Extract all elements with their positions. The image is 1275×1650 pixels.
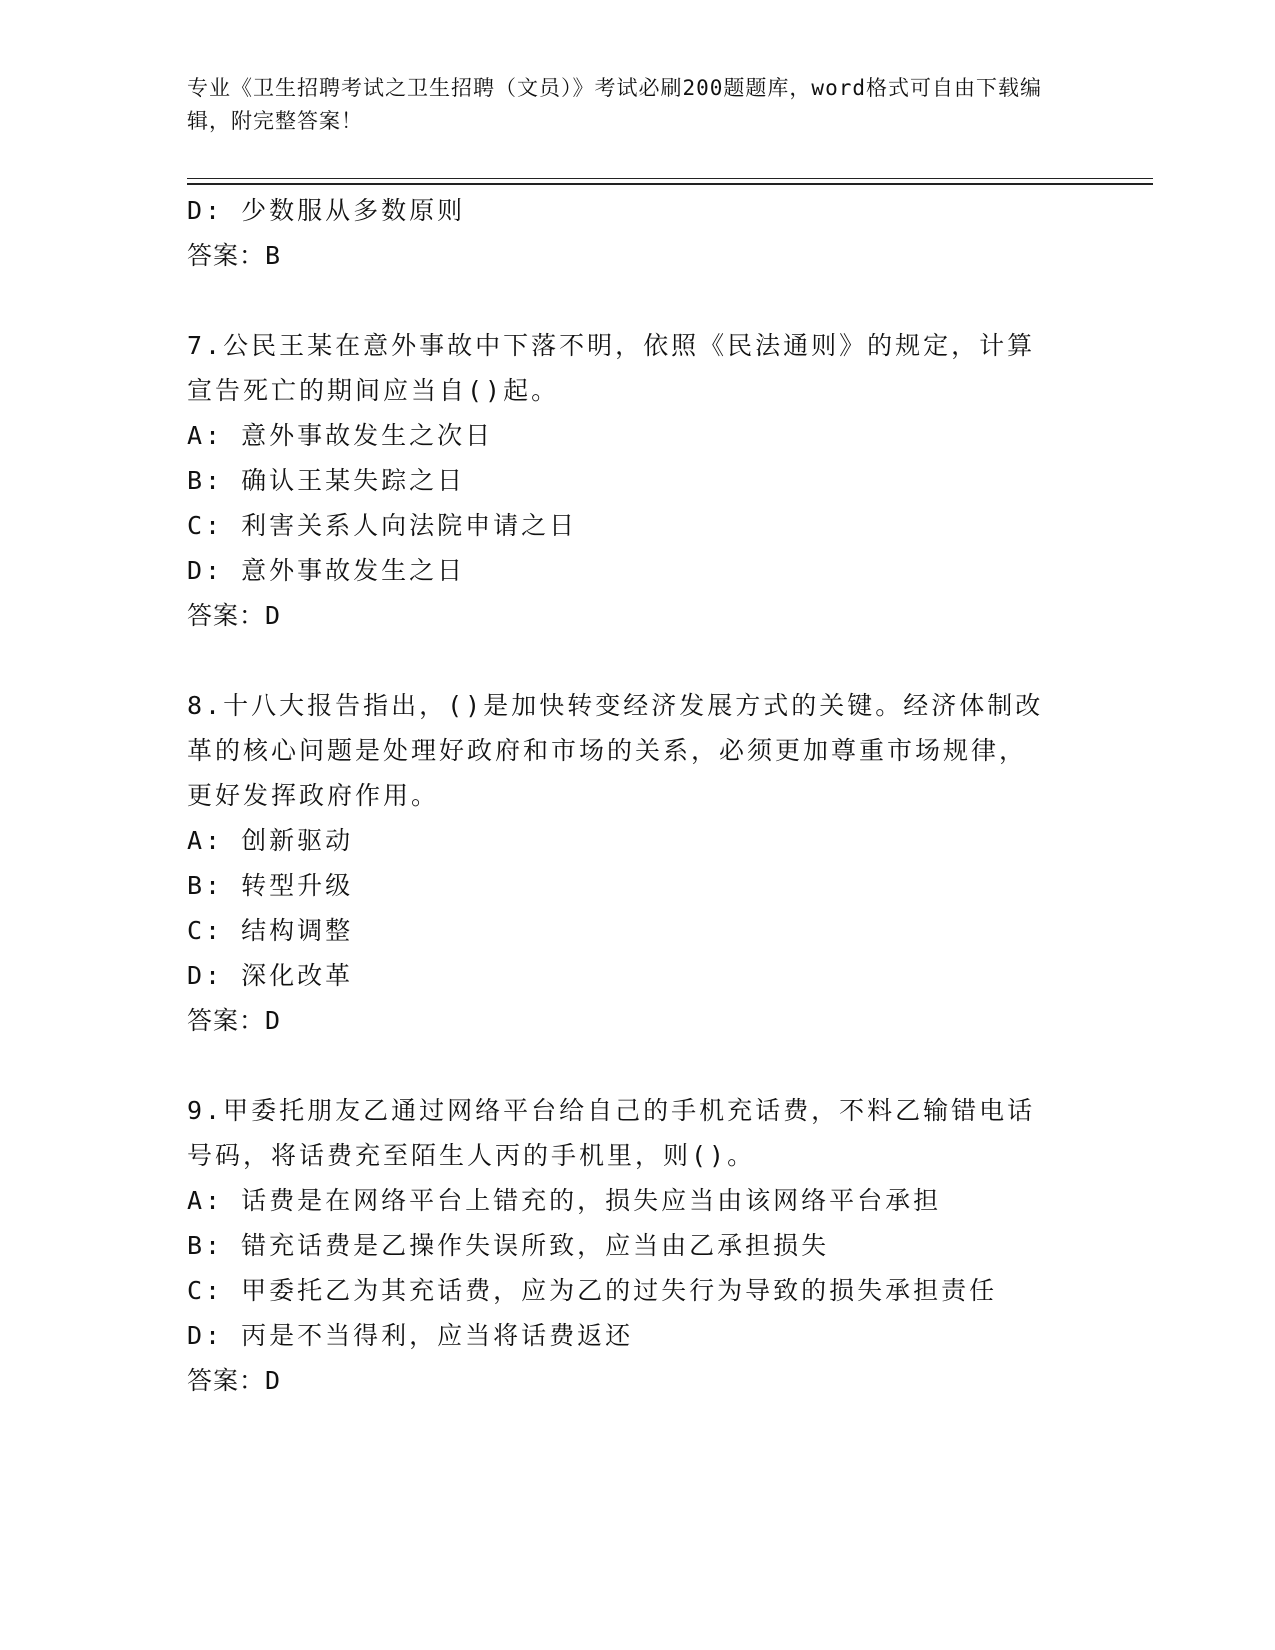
answer-line [187,1358,1067,1403]
question-stem-line: 9.甲委托朋友乙通过网络平台给自己的手机充话费，不料乙输错电话 [187,1096,1036,1125]
spacer [187,1043,1067,1088]
question-stem-line: 宣告死亡的期间应当自()起。 [187,376,560,405]
question-list [187,188,1067,1403]
option-d: D: 深化改革 [187,961,354,990]
header-divider-thin [187,178,1153,179]
question-8 [187,683,1067,1043]
answer-label: 答案： [187,241,266,270]
answer-value: B [265,241,282,270]
spacer [187,278,1067,323]
question-7 [187,323,1067,638]
option-c: C: 甲委托乙为其充话费，应为乙的过失行为导致的损失承担责任 [187,1276,998,1305]
option-d: D: 丙是不当得利，应当将话费返还 [187,1321,634,1350]
header-text: 专业《卫生招聘考试之卫生招聘（文员）》考试必刷200题题库，word格式可自由下载编辑，附完整答案！ [187,76,1042,133]
answer-value: D [265,1366,282,1395]
question-stem-line: 8.十八大报告指出，()是加快转变经济发展方式的关键。经济体制改 [187,691,1044,720]
option-a: A: 创新驱动 [187,826,354,855]
question-stem-line: 号码，将话费充至陌生人丙的手机里，则()。 [187,1141,756,1170]
option-b: B: 转型升级 [187,871,354,900]
answer-value: D [265,1006,282,1035]
answer-label: 答案： [187,1366,266,1395]
option-c: C: 利害关系人向法院申请之日 [187,511,578,540]
carryover-option-d: D: 少数服从多数原则 [187,196,466,225]
document-header [187,72,1077,138]
question-stem-line: 革的核心问题是处理好政府和市场的关系，必须更加尊重市场规律， [187,736,1028,765]
question-9 [187,1088,1067,1403]
question-stem-line: 7.公民王某在意外事故中下落不明，依照《民法通则》的规定，计算 [187,331,1036,360]
answer-label: 答案： [187,601,266,630]
question-stem-line: 更好发挥政府作用。 [187,781,440,810]
option-a: A: 意外事故发生之次日 [187,421,494,450]
answer-value: D [265,601,282,630]
answer-line [187,998,1067,1043]
answer-label: 答案： [187,1006,266,1035]
option-c: C: 结构调整 [187,916,354,945]
option-d: D: 意外事故发生之日 [187,556,466,585]
option-b: B: 错充话费是乙操作失误所致，应当由乙承担损失 [187,1231,830,1260]
answer-line [187,593,1067,638]
carryover-answer [187,233,1067,278]
option-a: A: 话费是在网络平台上错充的，损失应当由该网络平台承担 [187,1186,942,1215]
spacer [187,638,1067,683]
header-divider-thick [187,183,1153,185]
option-b: B: 确认王某失踪之日 [187,466,466,495]
